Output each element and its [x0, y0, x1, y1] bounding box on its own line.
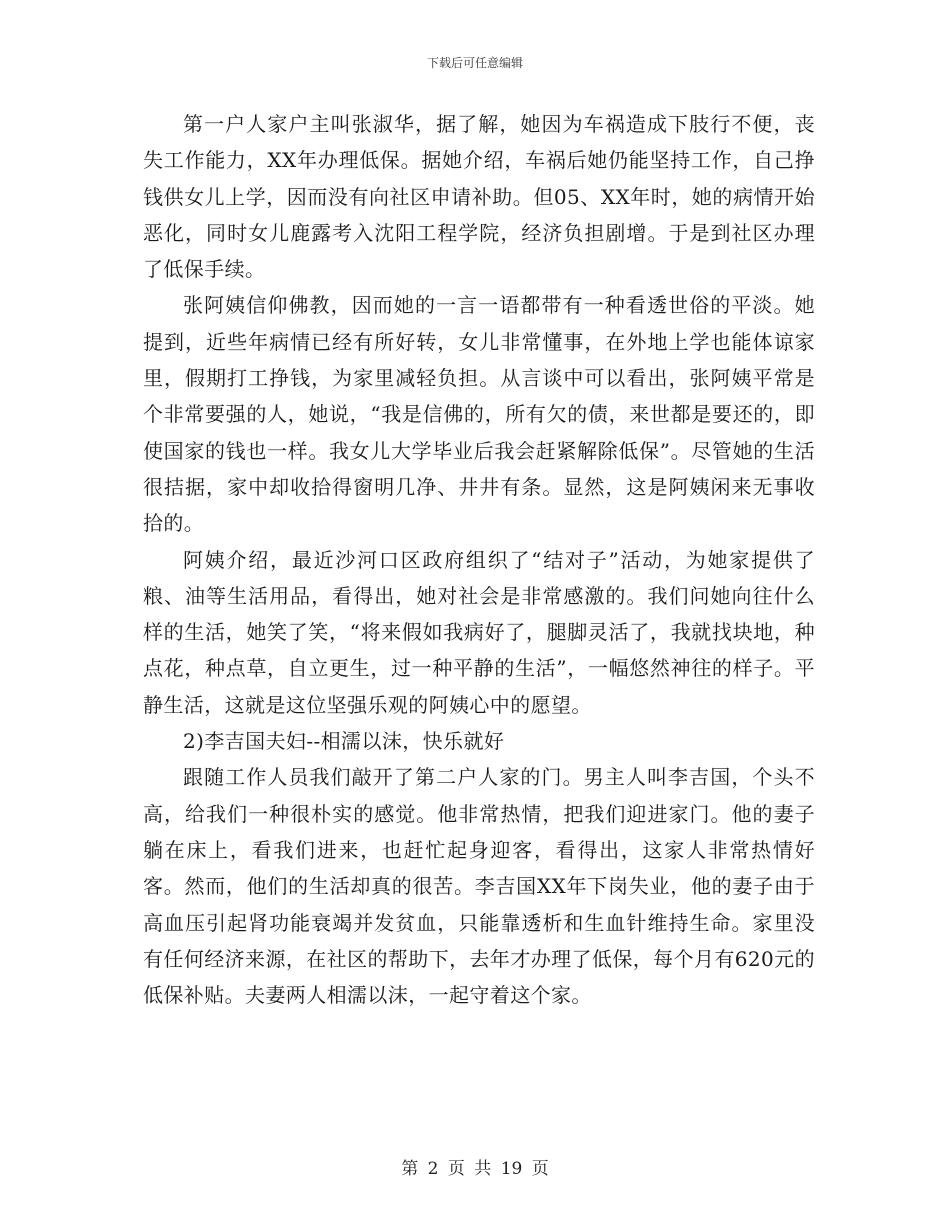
paragraph-zhang-wishes: 阿姨介绍，最近沙河口区政府组织了“结对子”活动，为她家提供了粮、油等生活用品，看得出，她对社会是非常感激的。我们问她向往什么样的生活，她笑了笑，“将来假如我病好了，腿脚灵活了，我就找块地，种点花，种点草，自立更生，过一种平静的生活”，一幅悠然神往的样子。平静生活，这就是这位坚强乐观的阿姨心中的愿望。: [143, 547, 815, 717]
paragraph-li-family: 跟随工作人员我们敲开了第二户人家的门。男主人叫李吉国，个头不高，给我们一种很朴实的感觉。他非常热情，把我们迎进家门。他的妻子躺在床上，看我们进来，也赶忙起身迎客，看得出，这家人非常热情好客。然而，他们的生活却真的很苦。李吉国XX年下岗失业，他的妻子由于高血压引起肾功能衰竭并发贫血，只能靠透析和生血针维持生命。家里没有任何经济来源，在社区的帮助下，去年才办理了低保，每个月有620元的低保补贴。夫妻两人相濡以沫，一起守着这个家。: [143, 765, 815, 1008]
document-body: [143, 106, 815, 1013]
section-heading-li-couple: 2)李吉国夫妇--相濡以沫，快乐就好: [183, 729, 505, 754]
header-note: 下载后可任意编辑: [426, 56, 523, 70]
page-number: 第 2 页 共 19 页: [401, 1159, 549, 1179]
paragraph-zhang-beliefs: 张阿姨信仰佛教，因而她的一言一语都带有一种看透世俗的平淡。她提到，近些年病情已经有所好转，女儿非常懂事，在外地上学也能体谅家里，假期打工挣钱，为家里减轻负担。从言谈中可以看出，张阿姨平常是个非常要强的人，她说，“我是信佛的，所有欠的债，来世都是要还的，即使国家的钱也一样。我女儿大学毕业后我会赶紧解除低保”。尽管她的生活很拮据，家中却收拾得窗明几净、井井有条。显然，这是阿姨闲来无事收拾的。: [143, 293, 815, 536]
paragraph-zhang-intro: 第一户人家户主叫张淑华，据了解，她因为车祸造成下肢行不便，丧失工作能力，XX年办理低保。据她介绍，车祸后她仍能坚持工作，自己挣钱供女儿上学，因而没有向社区申请补助。但05、XX年时，她的病情开始恶化，同时女儿鹿露考入沈阳工程学院，经济负担剧增。于是到社区办理了低保手续。: [143, 112, 815, 282]
